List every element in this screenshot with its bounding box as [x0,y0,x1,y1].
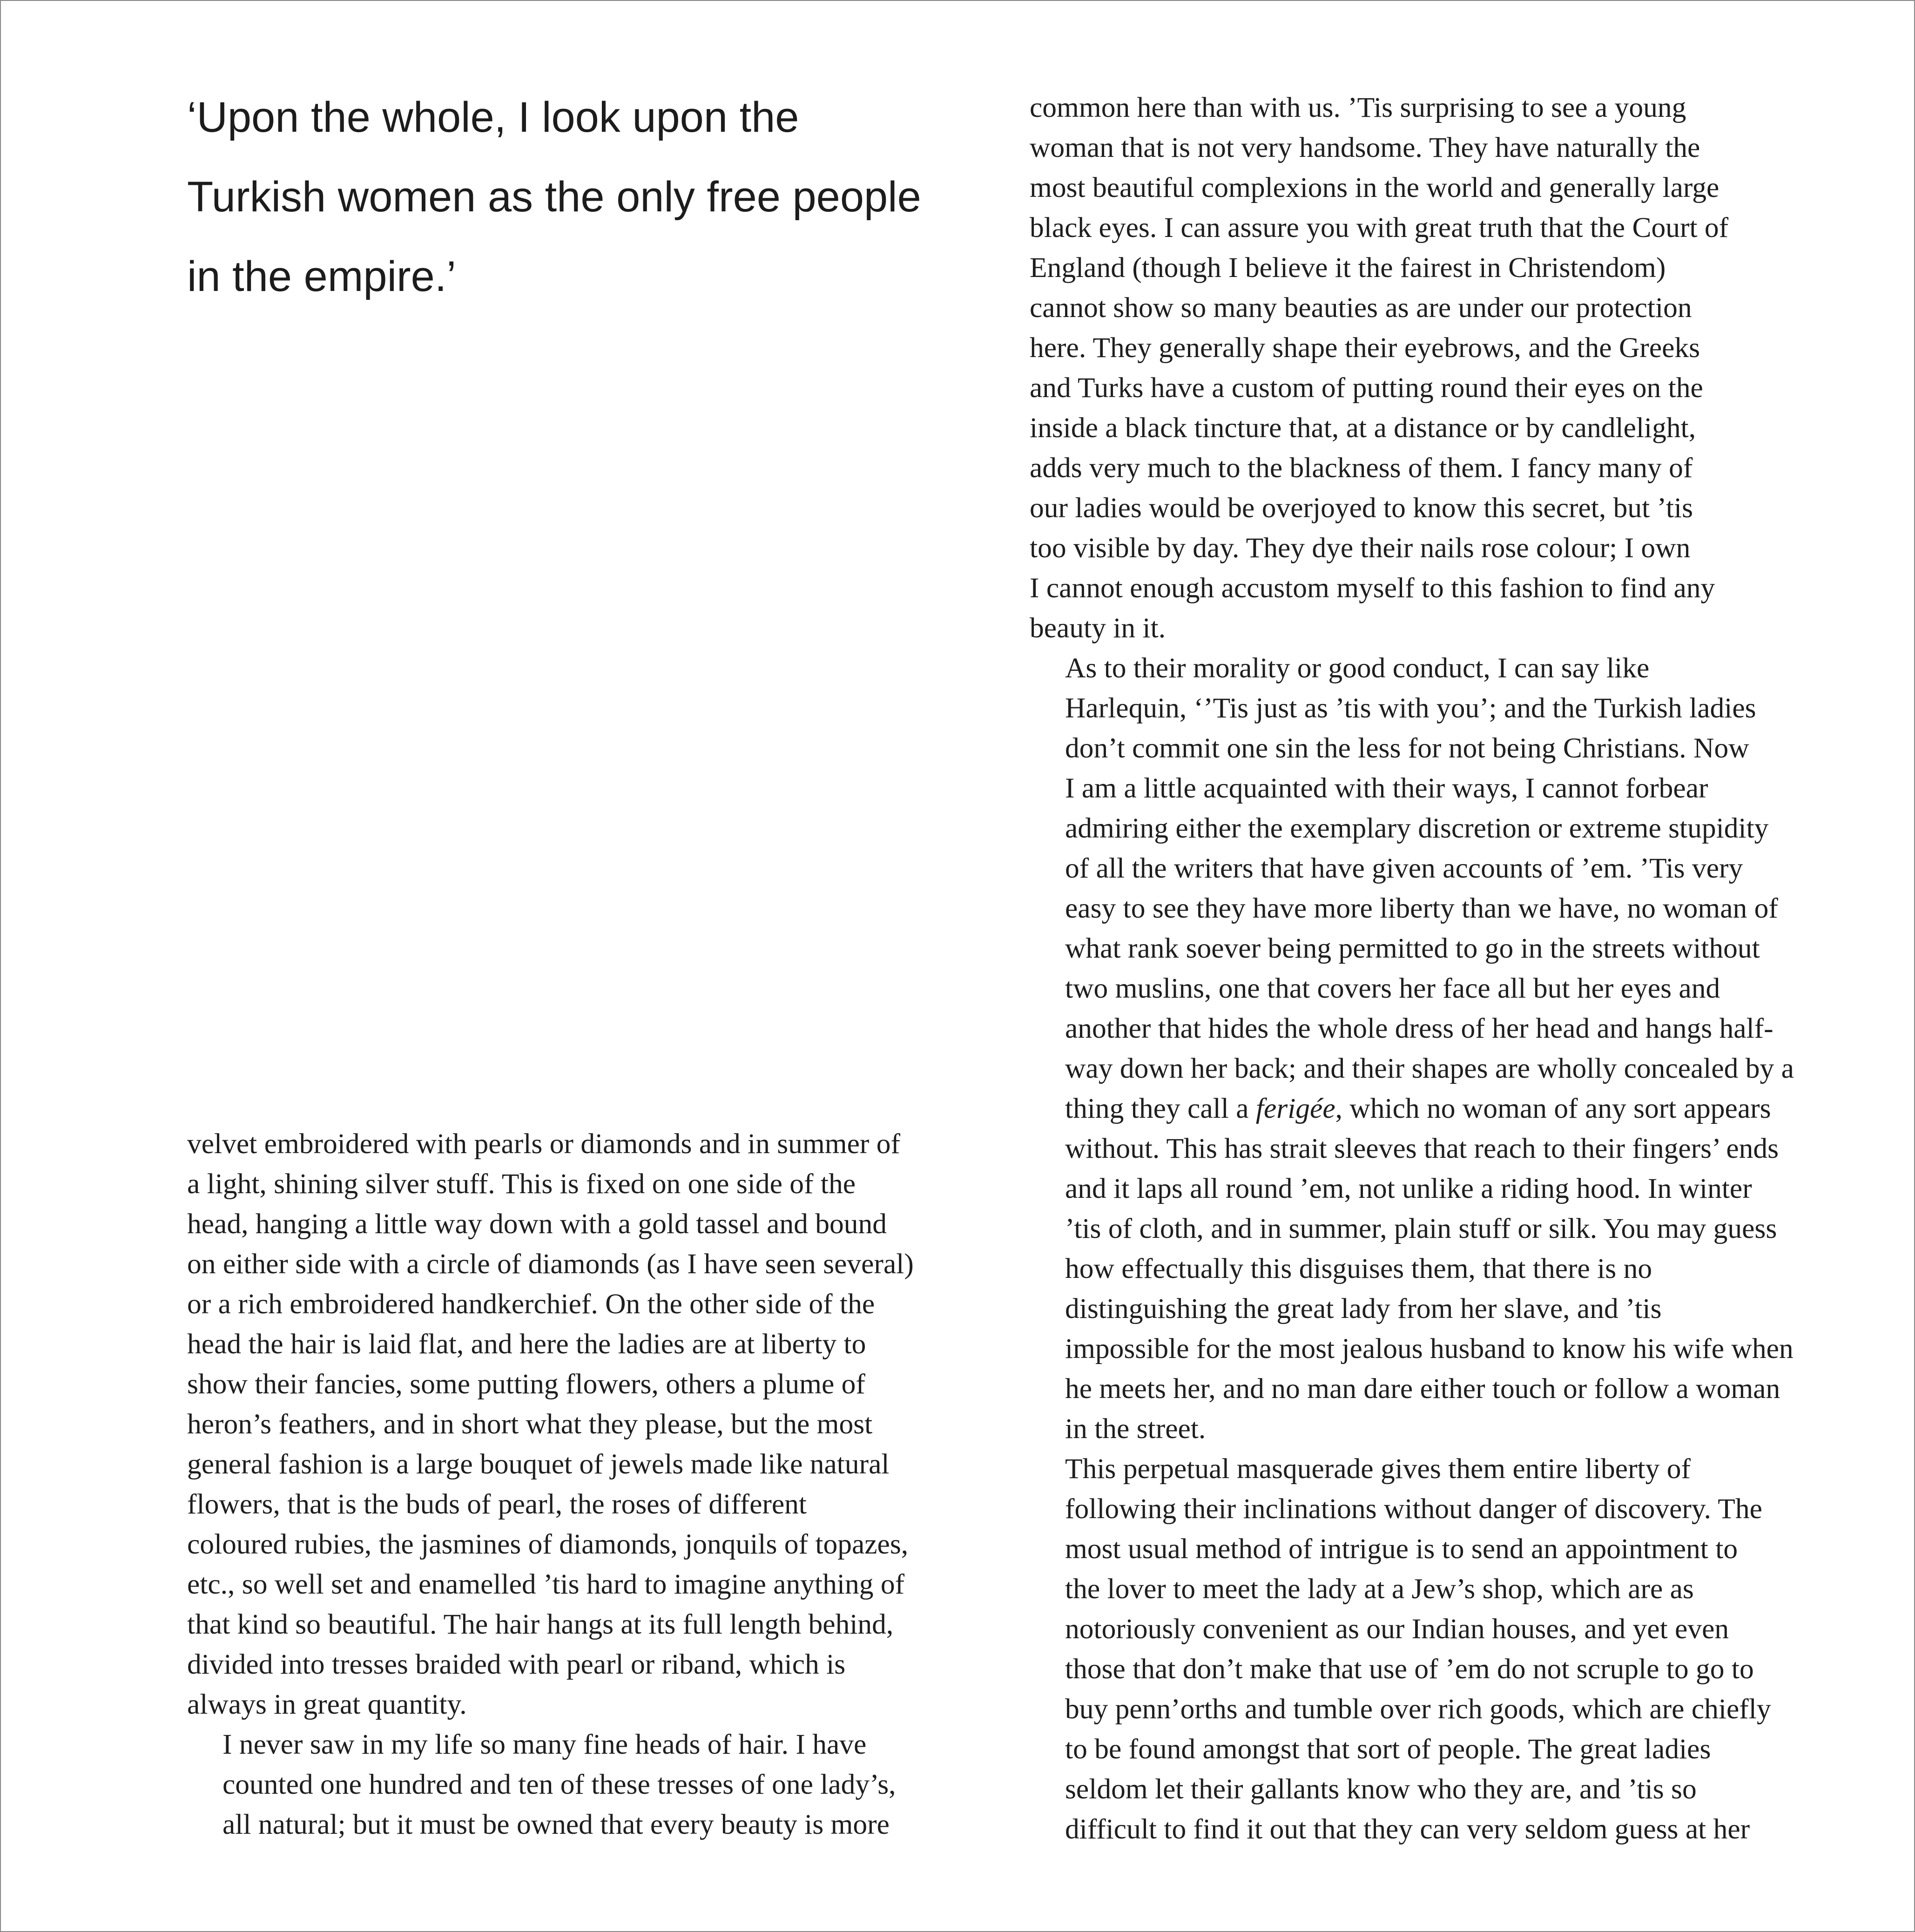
text-line: following their inclinations without danger of discovery. The [1065,1493,1762,1525]
text-line: without. This has strait sleeves that reach to their fingers’ ends [1065,1133,1779,1164]
text-line: all natural; but it must be owned that every beauty is more [223,1809,890,1840]
text-line: distinguishing the great lady from her slave, and ’tis [1065,1293,1662,1324]
text-line: and Turks have a custom of putting round their eyes on the [1030,372,1703,404]
body-paragraph [187,1124,988,1724]
text-line: velvet embroidered with pearls or diamonds and in summer of [187,1128,900,1160]
text-line: too visible by day. They dye their nails rose colour; I own [1030,532,1691,564]
text-line: black eyes. I can assure you with great truth that the Court of [1030,212,1729,243]
text-line: on either side with a circle of diamonds (as I have seen several) [187,1248,914,1280]
text-line: and it laps all round ’em, not unlike a riding hood. In winter [1065,1173,1752,1204]
text-line: ’tis of cloth, and in summer, plain stuff or silk. You may guess [1065,1213,1777,1244]
text-line: most beautiful complexions in the world and generally large [1030,172,1719,203]
text-line: I never saw in my life so many fine heads of hair. I have [223,1729,867,1760]
text-line: to be found amongst that sort of people. The great ladies [1065,1733,1711,1765]
text-line: here. They generally shape their eyebrows, and the Greeks [1030,332,1700,364]
text-run: thing they call a [1065,1093,1256,1124]
right-text-column [1030,88,1821,1849]
body-paragraph [187,1724,988,1844]
text-line: coloured rubies, the jasmines of diamonds, jonquils of topazes, [187,1528,909,1560]
text-line: what rank soever being permitted to go in the streets without [1065,932,1760,964]
text-line: show their fancies, some putting flowers, others a plume of [187,1368,865,1400]
pull-quote-line: ‘Upon the whole, I look upon the [187,94,799,141]
text-line: those that don’t make that use of ’em do not scruple to go to [1065,1653,1754,1685]
text-line: or a rich embroidered handkerchief. On the other side of the [187,1288,875,1320]
text-line: divided into tresses braided with pearl or riband, which is [187,1648,846,1680]
pull-quote-line: Turkish women as the only free people [187,173,921,221]
text-line: general fashion is a large bouquet of jewels made like natural [187,1448,890,1480]
text-line: cannot show so many beauties as are under our protection [1030,292,1692,324]
text-line: easy to see they have more liberty than we have, no woman of [1065,892,1778,924]
text-line: difficult to find it out that they can very seldom guess at her [1065,1813,1750,1845]
text-line: England (though I believe it the fairest in Christendom) [1030,252,1666,284]
text-line: always in great quantity. [187,1689,467,1720]
text-line: he meets her, and no man dare either touch or follow a woman [1065,1373,1780,1405]
body-paragraph [1030,88,1821,648]
text-line: don’t commit one sin the less for not being Christians. Now [1065,732,1749,764]
text-line: a light, shining silver stuff. This is fixed on one side of the [187,1168,856,1200]
text-line: impossible for the most jealous husband to know his wife when [1065,1333,1794,1365]
italic-term: ferigée [1255,1093,1335,1124]
text-line: This perpetual masquerade gives them entire liberty of [1065,1453,1691,1485]
body-paragraph [1030,648,1821,1449]
left-text-column [187,1124,988,1844]
text-line: most usual method of intrigue is to send an appointment to [1065,1533,1738,1565]
text-line: counted one hundred and ten of these tresses of one lady’s, [223,1769,896,1800]
text-line [1030,1088,1821,1128]
text-line: seldom let their gallants know who they are, and ’tis so [1065,1773,1697,1805]
body-paragraph [1030,1449,1821,1849]
text-line: head, hanging a little way down with a gold tassel and bound [187,1208,887,1240]
text-line: how effectually this disguises them, that there is no [1065,1253,1652,1284]
text-line: inside a black tincture that, at a distance or by candlelight, [1030,412,1696,444]
text-line: buy penn’orths and tumble over rich goods, which are chiefly [1065,1693,1771,1725]
text-line: admiring either the exemplary discretion or extreme stupidity [1065,812,1769,844]
text-line: the lover to meet the lady at a Jew’s shop, which are as [1065,1573,1694,1605]
text-line: common here than with us. ’Tis surprising to see a young [1030,92,1686,123]
text-line: head the hair is laid flat, and here the ladies are at liberty to [187,1328,866,1360]
pull-quote [187,78,969,317]
text-line: I am a little acquainted with their ways, I cannot forbear [1065,772,1708,804]
text-line: our ladies would be overjoyed to know this secret, but ’tis [1030,492,1693,524]
text-line: that kind so beautiful. The hair hangs at its full length behind, [187,1608,894,1640]
text-line: heron’s feathers, and in short what they please, but the most [187,1408,873,1440]
text-line: way down her back; and their shapes are wholly concealed by a [1065,1053,1794,1084]
text-line: Harlequin, ‘’Tis just as ’tis with you’; and the Turkish ladies [1065,692,1756,724]
pull-quote-line: in the empire.’ [187,253,456,300]
text-line: etc., so well set and enamelled ’tis hard to imagine anything of [187,1568,905,1600]
text-line: another that hides the whole dress of her head and hangs half- [1065,1013,1773,1044]
text-line: notoriously convenient as our Indian houses, and yet even [1065,1613,1729,1645]
text-line: in the street. [1065,1413,1206,1445]
text-line: woman that is not very handsome. They have naturally the [1030,132,1700,163]
text-line: two muslins, one that covers her face all but her eyes and [1065,973,1720,1004]
text-line: As to their morality or good conduct, I can say like [1065,652,1650,684]
text-line: beauty in it. [1030,612,1166,644]
text-line: adds very much to the blackness of them. I fancy many of [1030,452,1693,484]
text-line: of all the writers that have given accounts of ’em. ’Tis very [1065,852,1743,884]
text-line: I cannot enough accustom myself to this fashion to find any [1030,572,1715,604]
text-run: , which no woman of any sort appears [1335,1093,1771,1124]
text-line: flowers, that is the buds of pearl, the roses of different [187,1488,807,1520]
